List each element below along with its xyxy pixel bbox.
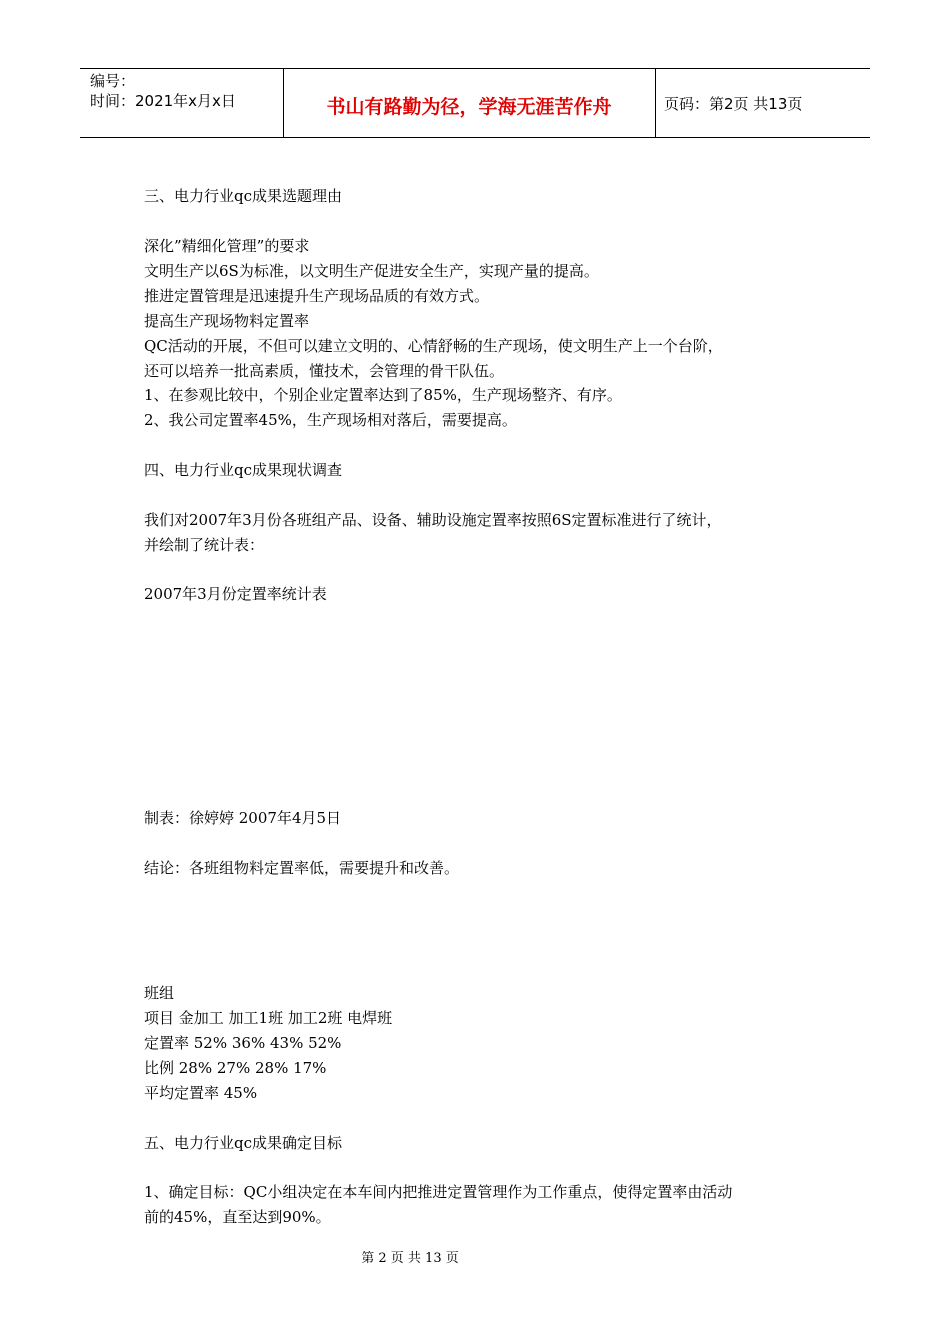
table-row-items: 项目 金加工 加工1班 加工2班 电焊班: [144, 1009, 393, 1027]
section-4-title: 四、电力行业qc成果现状调查: [144, 461, 343, 479]
header-divider: [655, 69, 656, 137]
paragraph: QC活动的开展，不但可以建立文明的、心情舒畅的生产现场，使文明生产上一个台阶，: [144, 337, 723, 355]
paragraph: 推进定置管理是迅速提升生产现场品质的有效方式。: [144, 287, 490, 305]
page-footer: 第 2 页 共 13 页: [361, 1251, 459, 1266]
paragraph: 并绘制了统计表：: [144, 536, 265, 554]
table-row-ratio: 比例 28% 27% 28% 17%: [144, 1059, 327, 1077]
paragraph: 1、确定目标：QC小组决定在本车间内把推进定置管理作为工作重点，使得定置率由活动: [144, 1183, 733, 1201]
table-maker: 制表：徐婷婷 2007年4月5日: [144, 809, 342, 827]
table-row-rate: 定置率 52% 36% 43% 52%: [144, 1034, 342, 1052]
time-label: 时间：2021年x月x日: [90, 92, 236, 110]
paragraph: 还可以培养一批高素质，懂技术，会管理的骨干队伍。: [144, 362, 505, 380]
conclusion: 结论：各班组物料定置率低，需要提升和改善。: [144, 859, 460, 877]
paragraph: 深化”精细化管理”的要求: [144, 237, 310, 255]
paragraph: 2、我公司定置率45%，生产现场相对落后，需要提高。: [144, 411, 517, 429]
paragraph: 我们对2007年3月份各班组产品、设备、辅助设施定置率按照6S定置标准进行了统计，: [144, 511, 722, 529]
table-row-group: 班组: [144, 984, 175, 1002]
section-5-title: 五、电力行业qc成果确定目标: [144, 1134, 343, 1152]
header-page-info: 页码：第2页 共13页: [664, 95, 803, 113]
paragraph: 文明生产以6S为标准，以文明生产促进安全生产，实现产量的提高。: [144, 262, 599, 280]
section-3-title: 三、电力行业qc成果选题理由: [144, 187, 343, 205]
header-motto: 书山有路勤为径，学海无涯苦作舟: [326, 96, 612, 118]
paragraph: 提高生产现场物料定置率: [144, 312, 310, 330]
paragraph: 前的45%，直至达到90%。: [144, 1208, 331, 1226]
table-row-average: 平均定置率 45%: [144, 1084, 258, 1102]
paragraph: 1、在参观比较中，个别企业定置率达到了85%，生产现场整齐、有序。: [144, 386, 622, 404]
table-title: 2007年3月份定置率统计表: [144, 585, 327, 603]
number-label: 编号：: [90, 72, 136, 90]
page-header: [80, 68, 870, 138]
header-meta: [90, 71, 236, 111]
